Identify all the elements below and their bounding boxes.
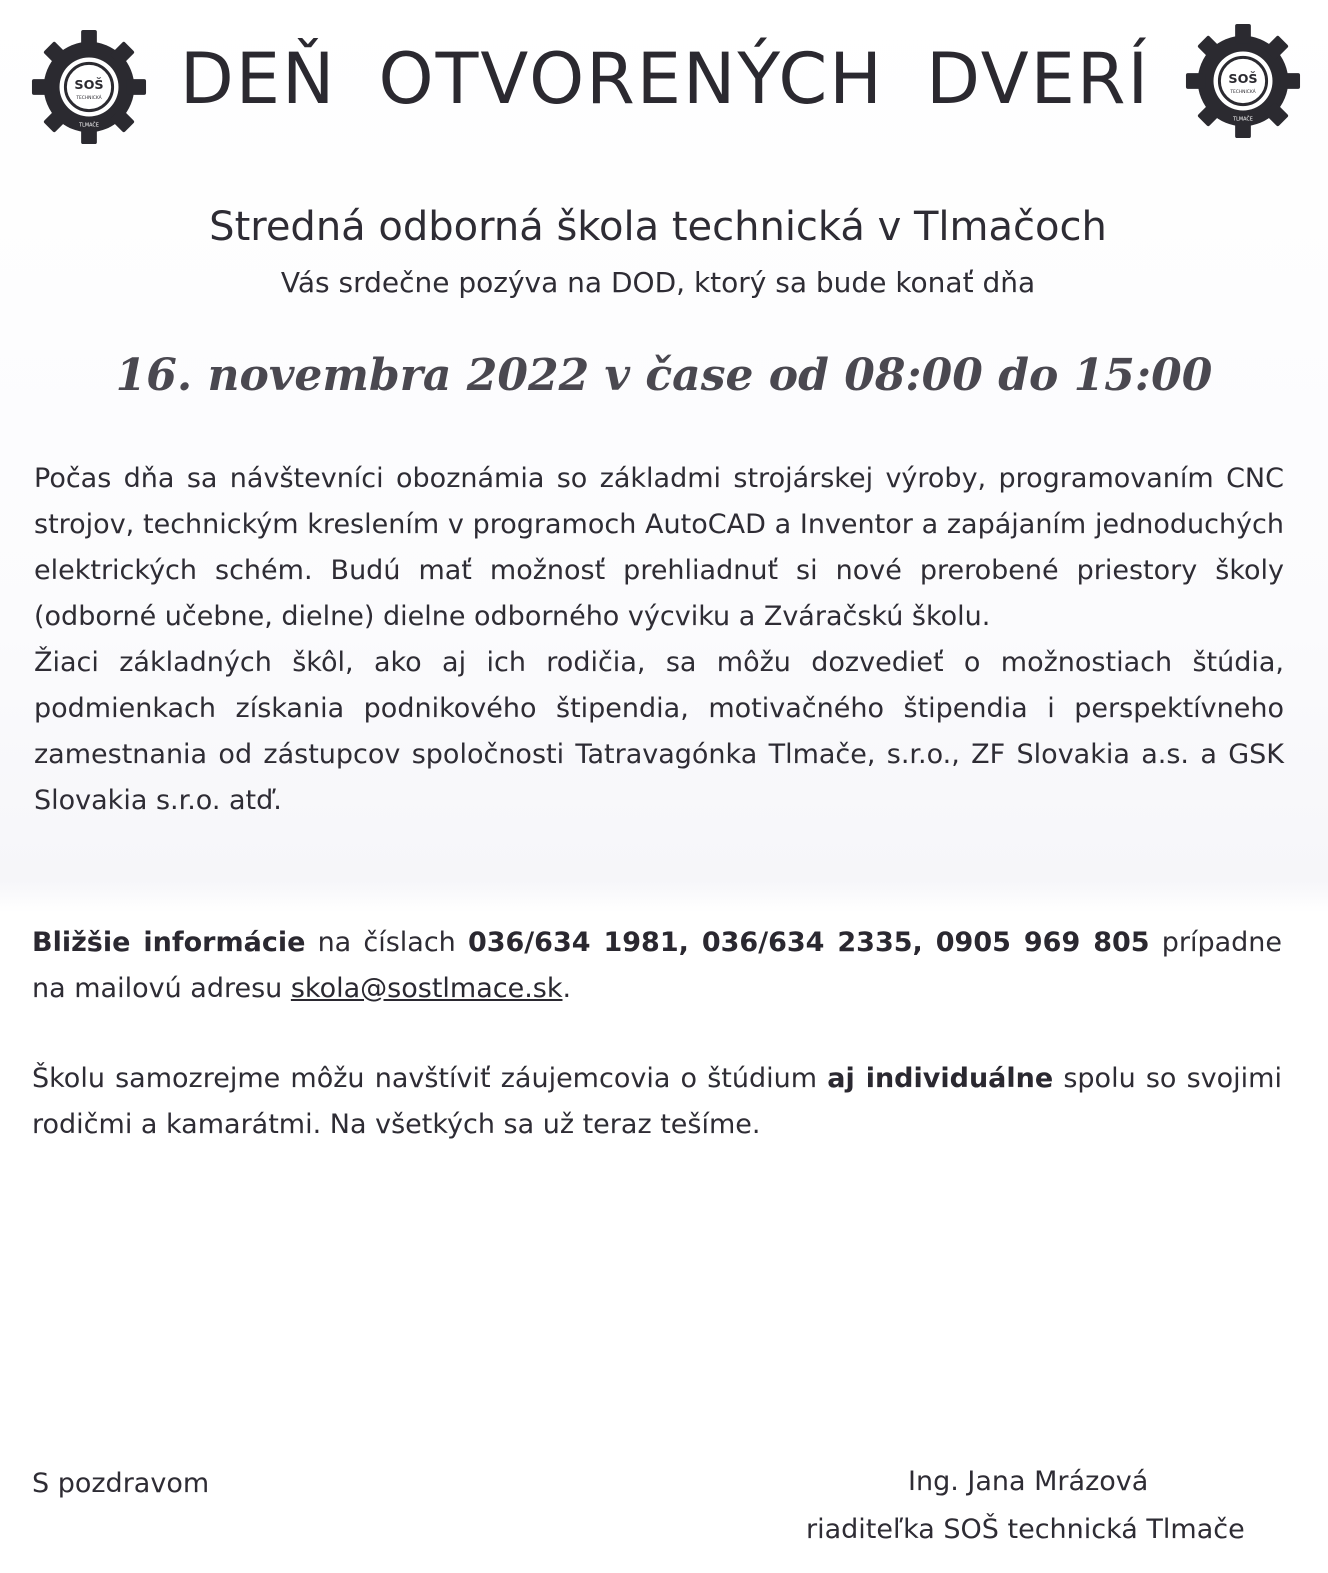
logo-text: SOŠ	[74, 77, 104, 93]
logo-bottom-text: TLMAČE	[1233, 116, 1253, 123]
school-logo-right	[1184, 22, 1302, 140]
contact-lead-text: na číslach	[305, 927, 468, 958]
logo-bottom-text: TLMAČE	[79, 122, 99, 129]
logo-text: SOŠ	[1228, 71, 1258, 87]
gear-logo-icon	[30, 28, 148, 146]
visit-text-start: Školu samozrejme môžu navštíviť záujemcovia o štúdium	[32, 1063, 828, 1094]
body-paragraph-students: Žiaci základných škôl, ako aj ich rodičia, sa môžu dozvedieť o možnostiach štúdia, podmienkach získania podnikového štipendia, motivačného štipendia i perspektívneho zamestnania od zástupcov spoločnosti Tatravagónka Tlmače, s.r.o., ZF Slovakia a.s. a GSK Slovakia s.r.o. atď.	[34, 647, 1284, 816]
body-text	[34, 456, 1284, 824]
logo-subtext: TECHNICKÁ	[76, 95, 102, 101]
contact-after-phones: prípadne na mailovú adresu	[32, 927, 1282, 1004]
signer-name: Ing. Jana Mrázová	[908, 1466, 1149, 1497]
event-date-time: 16. novembra 2022 v čase od 08:00 do 15:00	[115, 350, 1213, 401]
gear-logo-icon	[1184, 22, 1302, 140]
school-name: Stredná odborná škola technická v Tlmačoch	[209, 204, 1107, 250]
page-title: DEŇ OTVORENÝCH DVERÍ	[179, 38, 1151, 120]
visit-text-end: spolu so svojimi rodičmi a kamarátmi. Na všetkých sa už teraz tešíme.	[32, 1063, 1282, 1140]
contact-phones: 036/634 1981, 036/634 2335, 0905 969 805	[467, 927, 1150, 958]
contact-email-link[interactable]: skola@sostlmace.sk	[290, 973, 563, 1004]
closing-greeting: S pozdravom	[32, 1468, 210, 1499]
contact-end: .	[562, 973, 572, 1004]
contact-lead-bold: Bližšie informácie	[32, 927, 306, 958]
invitation-line: Vás srdečne pozýva na DOD, ktorý sa bude konať dňa	[280, 266, 1036, 299]
signer-role: riaditeľka SOŠ technická Tlmače	[806, 1514, 1245, 1545]
contact-info	[32, 920, 1282, 1012]
visit-info	[32, 1056, 1282, 1148]
logo-subtext: TECHNICKÁ	[1230, 89, 1256, 95]
school-logo-left	[30, 28, 148, 146]
visit-bold: aj individuálne	[827, 1063, 1054, 1094]
body-paragraph-program: Počas dňa sa návštevníci oboznámia so základmi strojárskej výroby, programovaním CNC strojov, technickým kreslením v programoch AutoCAD a Inventor a zapájaním jednoduchých elektrických schém. Budú mať možnosť prehliadnuť si nové prerobené priestory školy (odborné učebne, dielne) dielne odborného výcviku a Zváračskú školu.	[34, 463, 1284, 632]
